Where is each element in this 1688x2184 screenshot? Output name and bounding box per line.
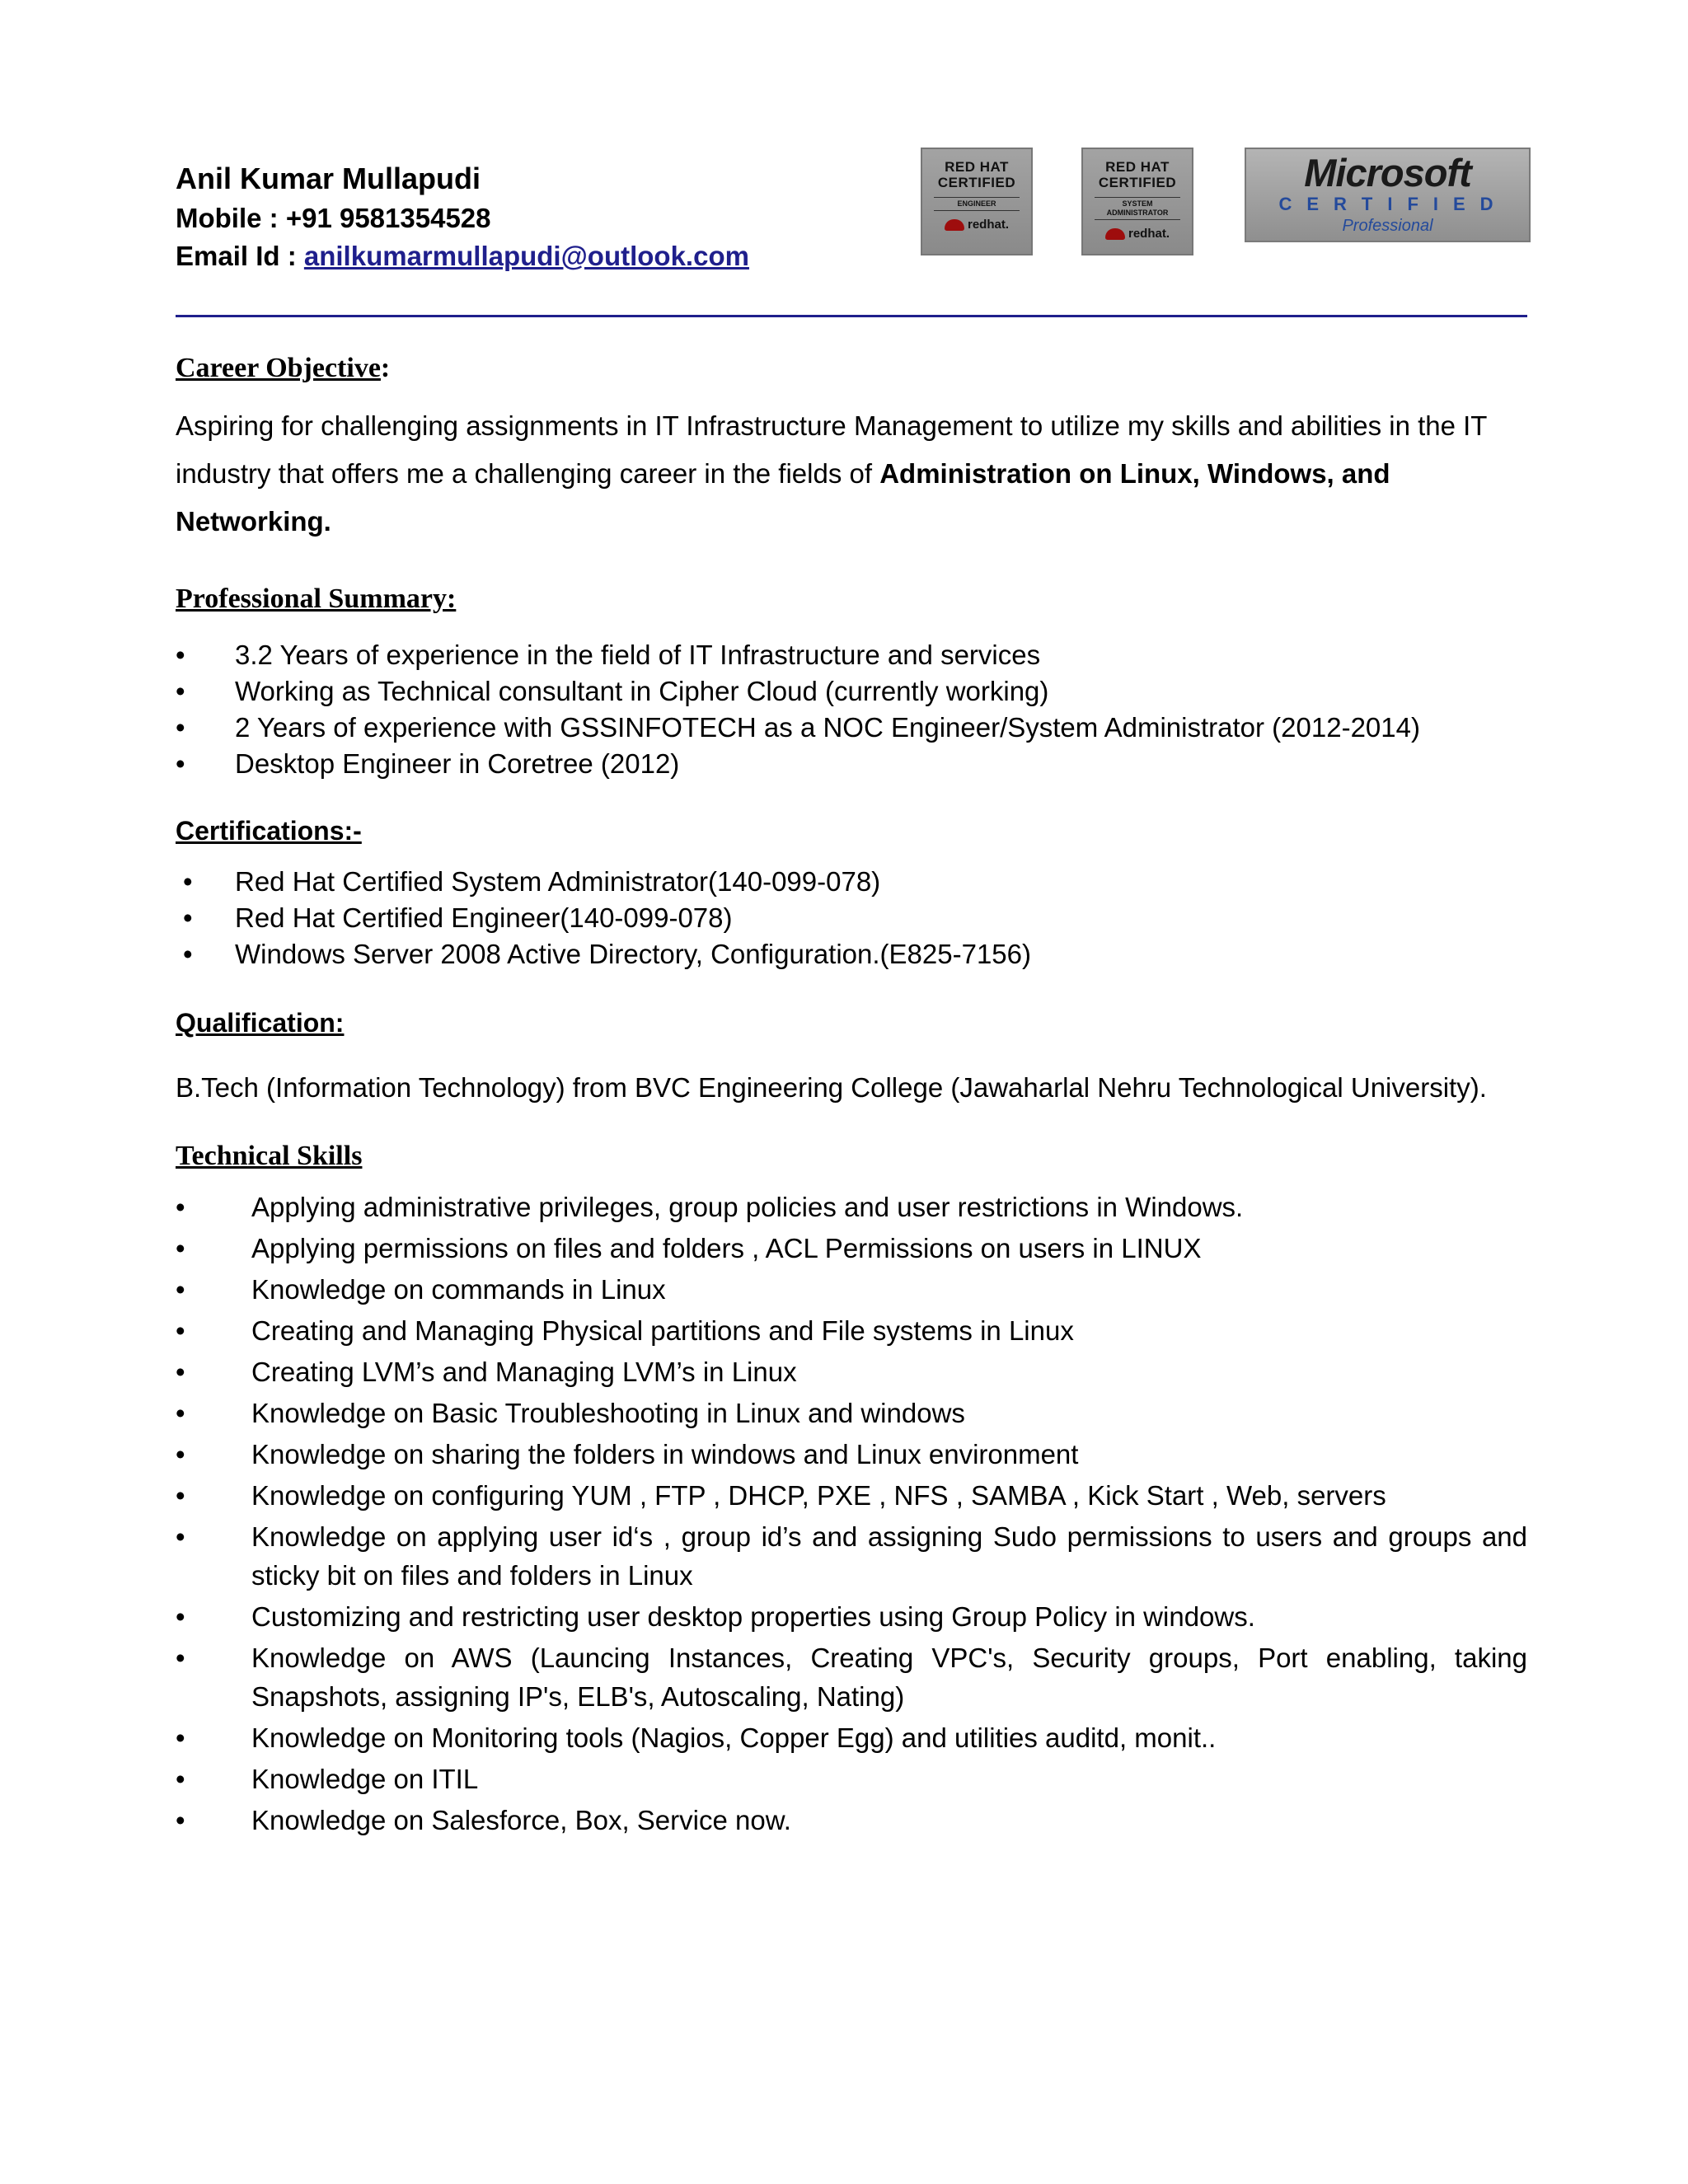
list-item: [176, 900, 1527, 936]
badge-line1: RED HAT: [945, 159, 1009, 175]
badge-level: Professional: [1342, 217, 1433, 235]
qualification-text: B.Tech (Information Technology) from BVC Engineering College (Jawaharlal Nehru Technological University).: [176, 1072, 1487, 1103]
list-item: [176, 1801, 1527, 1840]
list-item-text: Working as Technical consultant in Cipher Cloud (currently working): [235, 676, 1049, 706]
bullet-icon: •: [183, 866, 193, 897]
list-item: [176, 1352, 1527, 1391]
certifications-list: [176, 864, 1527, 972]
list-item-text: Customizing and restricting user desktop properties using Group Policy in windows.: [251, 1601, 1255, 1632]
career-heading-colon: :: [380, 353, 391, 383]
list-item-text: Windows Server 2008 Active Directory, Configuration.(E825-7156): [235, 939, 1032, 969]
career-text-bold: Administration on Linux, Windows, and Networking.: [176, 458, 1390, 537]
bullet-icon: •: [176, 1480, 185, 1511]
certifications-heading: Certifications:-: [176, 816, 362, 846]
list-item: [176, 1188, 1527, 1226]
list-item: [176, 1311, 1527, 1350]
bullet-icon: •: [176, 1192, 185, 1222]
list-item: [176, 710, 1527, 746]
redhat-sysadmin-badge: [1081, 148, 1193, 255]
bullet-icon: •: [176, 712, 185, 743]
bullet-icon: •: [176, 1643, 185, 1673]
badge-line1: RED HAT: [1105, 159, 1170, 175]
list-item-text: Knowledge on Basic Troubleshooting in Linux and windows: [251, 1398, 965, 1428]
list-item: [176, 1597, 1527, 1636]
bullet-icon: •: [176, 1439, 185, 1469]
list-item: [176, 1638, 1527, 1716]
list-item-text: Knowledge on Salesforce, Box, Service now.: [251, 1805, 791, 1835]
list-item-text: Red Hat Certified System Administrator(140-099-078): [235, 866, 881, 897]
badge-certified: CERTIFIED: [1278, 194, 1508, 214]
list-item: [176, 1718, 1527, 1757]
bullet-icon: •: [176, 748, 185, 779]
email-label: Email Id :: [176, 241, 304, 271]
list-item-text: Applying administrative privileges, group policies and user restrictions in Windows.: [251, 1192, 1244, 1222]
list-item-text: Knowledge on applying user id‘s , group id’s and assigning Sudo permissions to users and groups and sticky bit on files and folders in Linux: [251, 1521, 1527, 1591]
list-item-text: Creating LVM’s and Managing LVM’s in Linux: [251, 1357, 797, 1387]
bullet-icon: •: [176, 1601, 185, 1632]
professional-summary-heading: Professional Summary:: [176, 583, 457, 614]
career-objective-heading: [176, 353, 390, 384]
list-item: [176, 673, 1527, 710]
list-item-text: 3.2 Years of experience in the field of IT Infrastructure and services: [235, 640, 1041, 670]
bullet-icon: •: [176, 1315, 185, 1346]
redhat-logo-icon: [1105, 228, 1125, 240]
bullet-icon: •: [176, 640, 185, 670]
list-item: [176, 1229, 1527, 1268]
bullet-icon: •: [176, 1357, 185, 1387]
list-item-text: 2 Years of experience with GSSINFOTECH as a NOC Engineer/System Administrator (2012-2014): [235, 712, 1420, 743]
header-divider: [176, 315, 1527, 317]
bullet-icon: •: [183, 939, 193, 969]
list-item-text: Knowledge on ITIL: [251, 1764, 479, 1794]
badge-role: SYSTEM ADMINISTRATOR: [1095, 197, 1180, 220]
career-objective-text: [176, 402, 1536, 546]
mobile-number: Mobile : +91 9581354528: [176, 203, 491, 233]
list-item-text: Creating and Managing Physical partitions and File systems in Linux: [251, 1315, 1074, 1346]
badge-line2: CERTIFIED: [1098, 175, 1177, 190]
bullet-icon: •: [176, 1274, 185, 1305]
redhat-engineer-badge: [921, 148, 1033, 255]
list-item: [176, 1760, 1527, 1798]
list-item: [176, 1435, 1527, 1474]
bullet-icon: •: [176, 1764, 185, 1794]
email-line: [176, 237, 749, 275]
list-item-text: Red Hat Certified Engineer(140-099-078): [235, 902, 733, 933]
redhat-logo-icon: [945, 219, 964, 231]
list-item-text: Knowledge on AWS (Launcing Instances, Creating VPC's, Security groups, Port enabling, taking Snapshots, assigning IP's, ELB's, Autoscaling, Nating): [251, 1643, 1527, 1712]
list-item: [176, 1476, 1527, 1515]
career-heading-text: Career Objective: [176, 353, 381, 383]
list-item-text: Knowledge on commands in Linux: [251, 1274, 666, 1305]
list-item-text: Desktop Engineer in Coretree (2012): [235, 748, 680, 779]
badge-brand: redhat.: [1128, 227, 1170, 241]
career-text-plain: Aspiring for challenging assignments in IT Infrastructure Management to utilize my skills and abilities in the IT industry that offers me a challenging career in the fields of: [176, 410, 1487, 489]
email-link[interactable]: anilkumarmullapudi@outlook.com: [303, 241, 749, 271]
microsoft-logo: Microsoft: [1304, 151, 1471, 194]
list-item: [176, 746, 1527, 782]
badge-brand: redhat.: [967, 218, 1009, 232]
list-item-text: Knowledge on Monitoring tools (Nagios, Copper Egg) and utilities auditd, monit..: [251, 1722, 1217, 1753]
bullet-icon: •: [183, 902, 193, 933]
badge-line2: CERTIFIED: [937, 175, 1016, 190]
summary-list: [176, 637, 1527, 782]
badge-role: ENGINEER: [934, 197, 1020, 211]
technical-skills-heading: Technical Skills: [176, 1141, 363, 1171]
list-item-text: Knowledge on configuring YUM , FTP , DHCP, PXE , NFS , SAMBA , Kick Start , Web, servers: [251, 1480, 1386, 1511]
microsoft-certified-badge: [1245, 148, 1531, 242]
list-item: [176, 637, 1527, 673]
bullet-icon: •: [176, 1398, 185, 1428]
list-item: [176, 936, 1527, 972]
list-item: [176, 1394, 1527, 1432]
bullet-icon: •: [176, 1805, 185, 1835]
bullet-icon: •: [176, 1521, 185, 1552]
list-item: [176, 1270, 1527, 1309]
bullet-icon: •: [176, 1233, 185, 1263]
candidate-name: Anil Kumar Mullapudi: [176, 162, 481, 195]
list-item-text: Applying permissions on files and folders , ACL Permissions on users in LINUX: [251, 1233, 1202, 1263]
list-item: [176, 1517, 1527, 1595]
list-item-text: Knowledge on sharing the folders in windows and Linux environment: [251, 1439, 1079, 1469]
list-item: [176, 864, 1527, 900]
qualification-heading: Qualification:: [176, 1008, 345, 1038]
contact-block: [176, 158, 749, 275]
bullet-icon: •: [176, 676, 185, 706]
skills-list: [176, 1188, 1527, 1842]
bullet-icon: •: [176, 1722, 185, 1753]
